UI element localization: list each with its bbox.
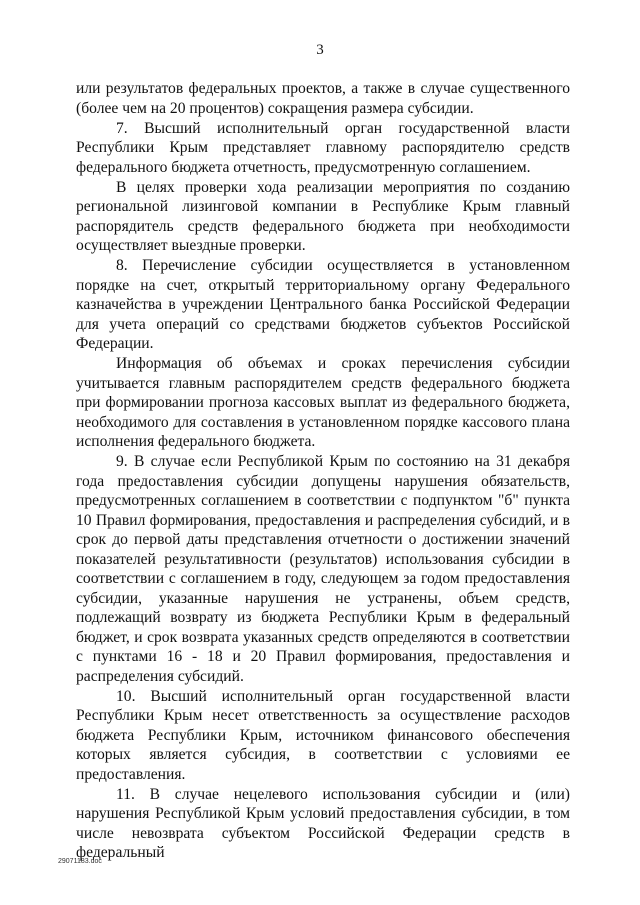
document-body xyxy=(76,79,570,863)
paragraph-7: 7. Высший исполнительный орган государственной власти Республики Крым представляет главному распорядителю средств федерального бюджета отчетность, предусмотренную соглашением. xyxy=(76,119,570,176)
document-file-id: 29071183.doc xyxy=(58,858,102,865)
paragraph-10: 10. Высший исполнительный орган государственной власти Республики Крым несет ответственность за осуществление расходов бюджета Республики Крым, источником финансового обеспечения которых является субсидия, в соответствии с условиями ее предоставления. xyxy=(76,687,570,783)
paragraph-8: 8. Перечисление субсидии осуществляется в установленном порядке на счет, открытый территориальному органу Федерального казначейства в учреждении Центрального банка Российской Федерации для учета операций со средствами бюджетов субъектов Российской Федерации. xyxy=(76,257,570,352)
paragraph-11: 11. В случае нецелевого использования субсидии и (или) нарушения Республикой Крым условий предоставления субсидии, в том числе невозврата субъектом Российской Федерации средств в федеральный xyxy=(76,785,570,861)
paragraph-8-information: Информация об объемах и сроках перечисления субсидии учитывается главным распорядителем средств федерального бюджета при формировании прогноза кассовых выплат из федерального бюджета, необходимого для составления в установленном порядке кассового плана исполнения федерального бюджета. xyxy=(76,355,570,450)
page-number: 3 xyxy=(316,42,324,58)
paragraph-9: 9. В случае если Республикой Крым по состоянию на 31 декабря года предоставления субсидии допущены нарушения обязательств, предусмотренных соглашением в соответствии с подпунктом "б" пункта 10 Правил формирования, предоставления и распределения субсидий, и в срок до первой даты представления отчетности о достижении значений показателей результативности (результатов) использования субсидии в соответствии с соглашением в году, следующем за годом предоставления субсидии, указанные нарушения не устранены, объем средств, подлежащий возврату из бюджета Республики Крым в федеральный бюджет, и срок возврата указанных средств определяются в соответствии с пунктами 16 - 18 и 20 Правил формирования, предоставления и распределения субсидий. xyxy=(76,453,570,685)
paragraph-continuation: или результатов федеральных проектов, а также в случае существенного (более чем на 20 процентов) сокращения размера субсидии. xyxy=(76,80,570,117)
paragraph-7-inspections: В целях проверки хода реализации мероприятия по созданию региональной лизинговой компании в Республике Крым главный распорядитель средств федерального бюджета при необходимости осуществляет выездные проверки. xyxy=(76,178,570,254)
